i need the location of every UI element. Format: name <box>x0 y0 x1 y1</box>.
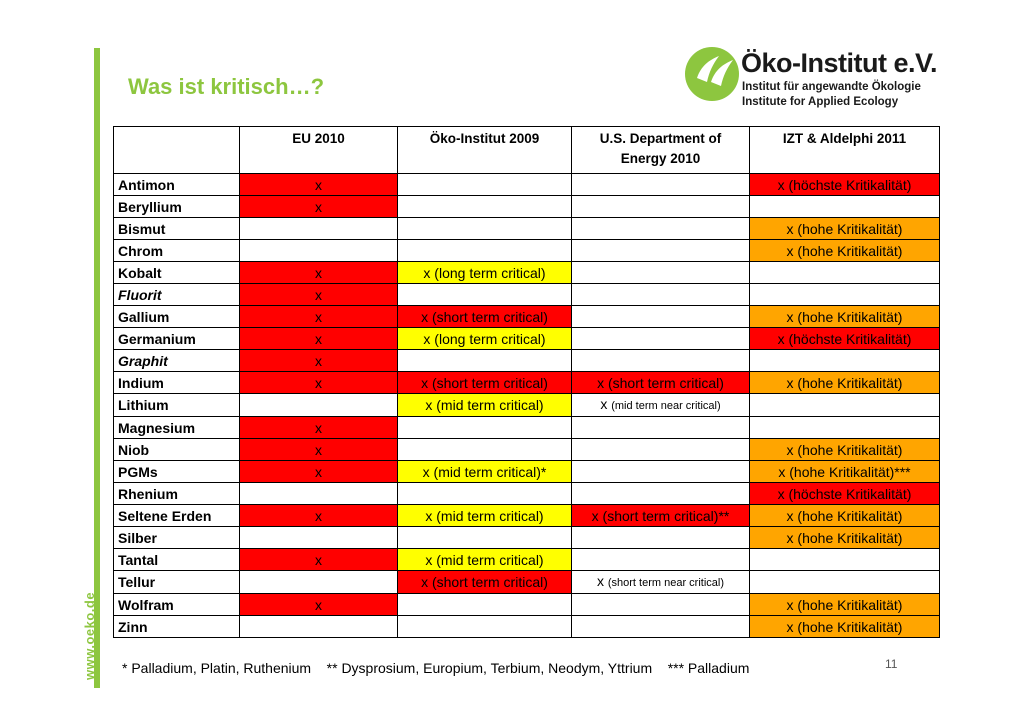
rating-cell <box>572 461 750 483</box>
rating-cell <box>240 306 398 328</box>
rating-text: x <box>596 573 604 589</box>
rating-text: x <box>315 374 322 391</box>
material-name: Chrom <box>114 240 240 262</box>
rating-cell <box>572 505 750 527</box>
table-row <box>114 394 940 417</box>
rating-note: (short term near critical) <box>607 577 725 589</box>
rating-cell <box>572 218 750 240</box>
rating-text: x <box>315 176 322 193</box>
rating-cell <box>240 372 398 394</box>
rating-cell <box>240 549 398 571</box>
rating-cell <box>572 616 750 638</box>
material-name: Tantal <box>114 549 240 571</box>
logo-subtitle-de: Institut für angewandte Ökologie <box>742 81 921 93</box>
rating-text: x (short term critical) <box>421 374 548 391</box>
rating-text: x <box>315 308 322 325</box>
rating-text: x (short term critical) <box>421 574 548 590</box>
header-eu-2010: EU 2010 <box>240 127 398 174</box>
material-name: Graphit <box>114 350 240 372</box>
rating-cell <box>572 594 750 616</box>
rating-cell <box>750 196 940 218</box>
material-name: Kobalt <box>114 262 240 284</box>
table-row <box>114 594 940 616</box>
rating-cell <box>398 196 572 218</box>
rating-text: x (mid term critical) <box>425 551 544 568</box>
table-row <box>114 439 940 461</box>
rating-text: x (mid term critical) <box>425 397 544 413</box>
rating-cell <box>398 417 572 439</box>
material-name: Niob <box>114 439 240 461</box>
rating-text: x <box>315 463 322 480</box>
rating-cell <box>572 196 750 218</box>
material-name: Gallium <box>114 306 240 328</box>
rating-text: x <box>315 441 322 458</box>
rating-text: x <box>315 198 322 215</box>
rating-cell <box>240 262 398 284</box>
rating-text: x <box>315 330 322 347</box>
rating-cell <box>240 505 398 527</box>
logo-subtitle-en: Institute for Applied Ecology <box>742 96 899 108</box>
rating-cell <box>240 350 398 372</box>
criticality-table-wrapper <box>113 126 940 638</box>
rating-cell <box>398 174 572 196</box>
material-name: PGMs <box>114 461 240 483</box>
rating-cell <box>750 306 940 328</box>
rating-cell <box>240 439 398 461</box>
material-name: Indium <box>114 372 240 394</box>
table-row <box>114 328 940 350</box>
rating-cell <box>398 527 572 549</box>
material-name: Tellur <box>114 571 240 594</box>
material-name: Bismut <box>114 218 240 240</box>
rating-cell <box>750 394 940 417</box>
rating-cell <box>240 174 398 196</box>
rating-text: x (hohe Kritikalität) <box>786 596 903 613</box>
rating-cell <box>398 394 572 417</box>
material-name: Wolfram <box>114 594 240 616</box>
rating-cell <box>240 527 398 549</box>
rating-text: x (short term critical) <box>421 308 548 325</box>
table-row <box>114 616 940 638</box>
table-row <box>114 549 940 571</box>
rating-cell <box>750 284 940 306</box>
rating-cell <box>398 439 572 461</box>
material-name: Germanium <box>114 328 240 350</box>
rating-cell <box>398 549 572 571</box>
table-header-row <box>114 127 940 174</box>
rating-text: x (hohe Kritikalität) <box>786 507 903 524</box>
rating-cell <box>572 417 750 439</box>
rating-cell <box>572 527 750 549</box>
rating-cell <box>398 240 572 262</box>
table-row <box>114 505 940 527</box>
rating-text: x (short term critical) <box>597 374 724 391</box>
oeko-logo-icon <box>683 44 741 102</box>
rating-cell <box>572 372 750 394</box>
rating-cell <box>572 174 750 196</box>
side-url: www.oeko.de <box>82 591 97 680</box>
rating-cell <box>240 483 398 505</box>
rating-cell <box>572 350 750 372</box>
rating-text: x (short term critical)** <box>591 507 730 524</box>
header-us-doe-2010: U.S. Department of Energy 2010 <box>572 127 750 174</box>
rating-cell <box>750 218 940 240</box>
table-row <box>114 571 940 594</box>
rating-cell <box>750 549 940 571</box>
rating-cell <box>572 284 750 306</box>
rating-text: x <box>315 286 322 303</box>
table-row <box>114 218 940 240</box>
rating-cell <box>750 262 940 284</box>
rating-cell <box>240 328 398 350</box>
material-name: Antimon <box>114 174 240 196</box>
rating-cell <box>572 262 750 284</box>
rating-text: x <box>315 551 322 568</box>
rating-cell <box>750 483 940 505</box>
rating-cell <box>398 616 572 638</box>
material-name: Fluorit <box>114 284 240 306</box>
rating-cell <box>398 328 572 350</box>
material-name: Silber <box>114 527 240 549</box>
rating-cell <box>750 616 940 638</box>
material-name: Magnesium <box>114 417 240 439</box>
rating-cell <box>572 328 750 350</box>
rating-text: x (hohe Kritikalität) <box>786 374 903 391</box>
footnote: * Palladium, Platin, Ruthenium ** Dysprosium, Europium, Terbium, Neodym, Yttrium *** Palladium <box>122 660 750 676</box>
rating-cell <box>398 262 572 284</box>
rating-cell <box>240 594 398 616</box>
rating-text: x <box>315 596 322 613</box>
rating-text: x (mid term critical)* <box>422 463 547 480</box>
rating-cell <box>240 616 398 638</box>
rating-note: (mid term near critical) <box>611 400 721 412</box>
logo-name: Öko-Institut e.V. <box>741 48 938 78</box>
rating-cell <box>240 284 398 306</box>
table-row <box>114 306 940 328</box>
header-izt-2011: IZT & Aldelphi 2011 <box>750 127 940 174</box>
rating-text: x (long term critical) <box>423 330 546 347</box>
table-row <box>114 262 940 284</box>
rating-cell <box>398 372 572 394</box>
rating-cell <box>240 394 398 417</box>
rating-text: x (long term critical) <box>423 264 546 281</box>
rating-text: x (höchste Kritikalität) <box>777 330 912 347</box>
rating-cell <box>750 328 940 350</box>
rating-cell <box>572 306 750 328</box>
table-row <box>114 372 940 394</box>
material-name: Zinn <box>114 616 240 638</box>
rating-cell <box>750 527 940 549</box>
header-oeko-2009: Öko-Institut 2009 <box>398 127 572 174</box>
rating-cell <box>240 196 398 218</box>
rating-text: x <box>315 507 322 524</box>
rating-text: x (hohe Kritikalität) <box>786 529 903 546</box>
rating-cell <box>750 350 940 372</box>
rating-cell <box>398 218 572 240</box>
rating-cell <box>750 372 940 394</box>
rating-cell <box>398 505 572 527</box>
table-row <box>114 196 940 218</box>
rating-cell <box>398 483 572 505</box>
rating-cell <box>240 417 398 439</box>
table-row <box>114 483 940 505</box>
table-row <box>114 240 940 262</box>
rating-text: x (hohe Kritikalität) <box>786 441 903 458</box>
rating-text: x (höchste Kritikalität) <box>777 485 912 502</box>
rating-cell <box>398 461 572 483</box>
rating-cell <box>572 549 750 571</box>
rating-text: x (hohe Kritikalität) <box>786 308 903 325</box>
table-row <box>114 174 940 196</box>
rating-cell <box>572 240 750 262</box>
rating-cell <box>572 439 750 461</box>
table-row <box>114 461 940 483</box>
material-name: Lithium <box>114 394 240 417</box>
rating-cell <box>750 174 940 196</box>
material-name: Seltene Erden <box>114 505 240 527</box>
rating-cell <box>750 571 940 594</box>
material-name: Beryllium <box>114 196 240 218</box>
table-row <box>114 350 940 372</box>
rating-text: x <box>315 264 322 281</box>
rating-text: x (mid term critical) <box>425 507 544 524</box>
rating-cell <box>750 240 940 262</box>
rating-cell <box>240 218 398 240</box>
rating-cell <box>398 306 572 328</box>
rating-cell <box>572 394 750 417</box>
rating-text: x (höchste Kritikalität) <box>777 176 912 193</box>
rating-text: x <box>315 419 322 436</box>
rating-cell <box>750 505 940 527</box>
rating-cell <box>398 594 572 616</box>
rating-text: x <box>600 396 608 412</box>
criticality-table <box>113 126 940 638</box>
rating-cell <box>750 461 940 483</box>
rating-cell <box>240 240 398 262</box>
rating-text: x (hohe Kritikalität) <box>786 242 903 259</box>
material-name: Rhenium <box>114 483 240 505</box>
header-material <box>114 127 240 174</box>
table-row <box>114 284 940 306</box>
rating-text: x (hohe Kritikalität) <box>786 618 903 635</box>
rating-cell <box>572 483 750 505</box>
page-number: 11 <box>885 657 898 671</box>
rating-cell <box>750 417 940 439</box>
rating-text: x (hohe Kritikalität) <box>786 220 903 237</box>
rating-text: x <box>315 352 322 369</box>
rating-cell <box>398 571 572 594</box>
slide-title: Was ist kritisch…? <box>128 74 325 99</box>
rating-cell <box>398 350 572 372</box>
table-row <box>114 527 940 549</box>
rating-cell <box>240 571 398 594</box>
rating-cell <box>750 594 940 616</box>
rating-cell <box>240 461 398 483</box>
rating-cell <box>572 571 750 594</box>
rating-cell <box>750 439 940 461</box>
rating-cell <box>398 284 572 306</box>
rating-text: x (hohe Kritikalität)*** <box>778 463 911 480</box>
table-row <box>114 417 940 439</box>
